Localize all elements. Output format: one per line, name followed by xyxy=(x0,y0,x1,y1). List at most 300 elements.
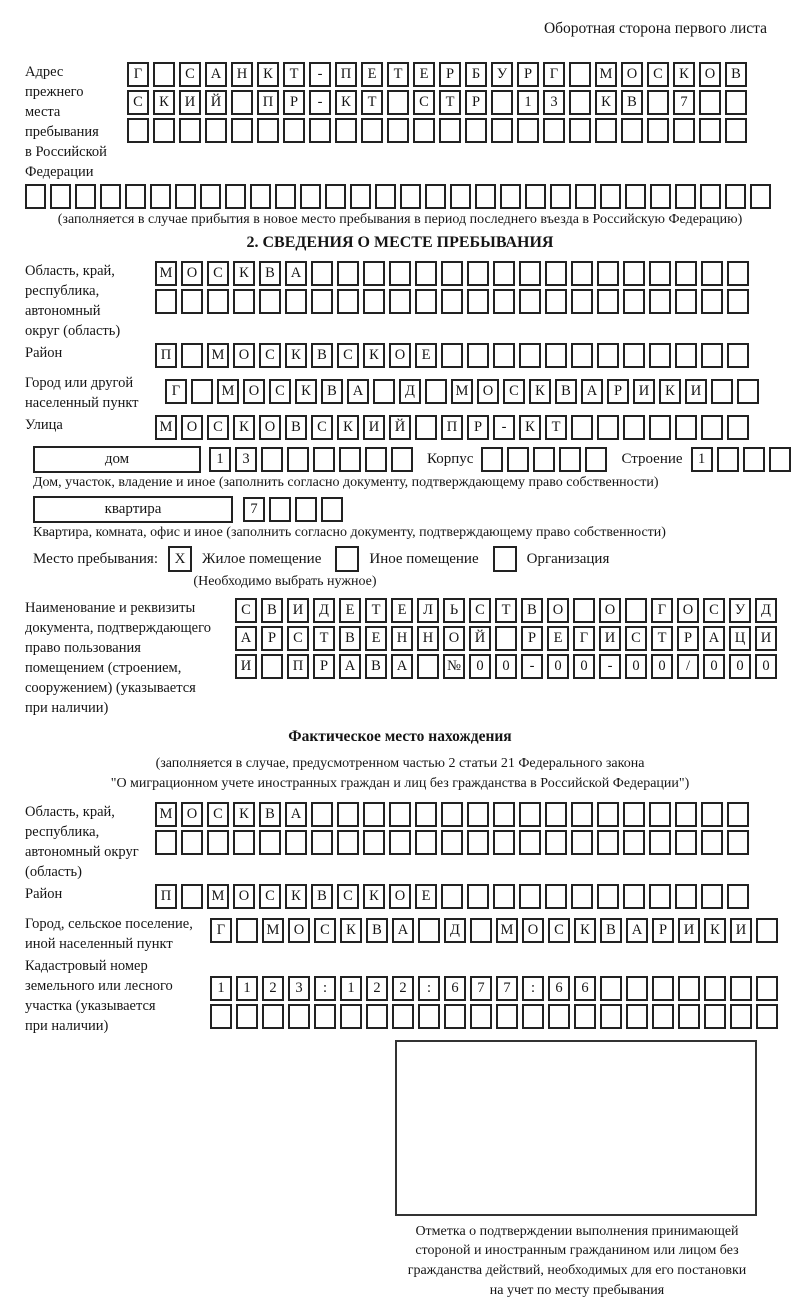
char-box: К xyxy=(285,884,307,909)
char-box: № xyxy=(443,654,465,679)
district-row xyxy=(155,343,749,368)
char-box: К xyxy=(595,90,617,115)
char-box: Й xyxy=(389,415,411,440)
char-box xyxy=(257,118,279,143)
char-box: М xyxy=(207,884,229,909)
char-box xyxy=(363,830,385,855)
char-box: С xyxy=(625,626,647,651)
char-box: Н xyxy=(391,626,413,651)
char-box xyxy=(595,118,617,143)
char-box xyxy=(625,184,646,209)
char-box xyxy=(155,289,177,314)
char-box: 0 xyxy=(469,654,491,679)
char-box xyxy=(649,261,671,286)
char-box xyxy=(522,1004,544,1029)
char-box: Д xyxy=(444,918,466,943)
ownership-doc-field xyxy=(25,598,775,718)
stay-type-note: (Необходимо выбрать нужное) xyxy=(193,574,377,589)
house-number-cells xyxy=(209,447,413,472)
char-box xyxy=(621,118,643,143)
char-box xyxy=(701,802,723,827)
char-box: : xyxy=(418,976,440,1001)
char-box: - xyxy=(309,62,331,87)
char-box xyxy=(701,415,723,440)
cadastral-field xyxy=(25,956,775,1036)
char-box xyxy=(704,976,726,1001)
char-box: Т xyxy=(545,415,567,440)
char-box xyxy=(569,118,591,143)
char-box xyxy=(179,118,201,143)
label-line: республика, xyxy=(25,823,100,840)
char-box xyxy=(236,918,258,943)
actual-city-row xyxy=(210,918,778,943)
char-box xyxy=(519,289,541,314)
char-box: П xyxy=(257,90,279,115)
ownership-doc-rows xyxy=(235,598,777,682)
char-box xyxy=(623,802,645,827)
char-box: Р xyxy=(677,626,699,651)
label-line: Кадастровый номер xyxy=(25,957,148,974)
char-box xyxy=(727,802,749,827)
char-box xyxy=(491,90,513,115)
label-line: иной населенный пункт xyxy=(25,935,173,952)
char-box xyxy=(571,830,593,855)
char-box xyxy=(585,447,607,472)
char-box: - xyxy=(309,90,331,115)
char-box: О xyxy=(233,884,255,909)
char-box: 7 xyxy=(470,976,492,1001)
char-box: Е xyxy=(391,598,413,623)
char-box: В xyxy=(621,90,643,115)
char-box: Ь xyxy=(443,598,465,623)
char-box: О xyxy=(288,918,310,943)
char-box: В xyxy=(261,598,283,623)
char-box xyxy=(650,184,671,209)
char-box: М xyxy=(262,918,284,943)
char-box xyxy=(623,884,645,909)
char-box: О xyxy=(443,626,465,651)
char-box xyxy=(181,343,203,368)
char-box xyxy=(519,261,541,286)
char-box xyxy=(259,289,281,314)
prev-address-rows xyxy=(127,62,775,146)
label-line: Область, край, xyxy=(25,263,115,279)
char-box: К xyxy=(340,918,362,943)
label-line: помещением (строением, xyxy=(25,660,182,676)
char-box: Т xyxy=(387,62,409,87)
char-box xyxy=(652,1004,674,1029)
char-box xyxy=(571,802,593,827)
ownership-doc-row-1 xyxy=(235,598,777,623)
char-box: Д xyxy=(399,379,421,404)
char-box xyxy=(392,1004,414,1029)
street-label: Улица xyxy=(25,417,63,433)
char-box xyxy=(519,802,541,827)
char-box xyxy=(441,343,463,368)
char-box xyxy=(366,1004,388,1029)
label-line: Федерации xyxy=(25,164,94,180)
char-box xyxy=(545,884,567,909)
char-box xyxy=(450,184,471,209)
char-box xyxy=(507,447,529,472)
char-box: П xyxy=(441,415,463,440)
char-box: У xyxy=(729,598,751,623)
char-box xyxy=(425,379,447,404)
char-box xyxy=(175,184,196,209)
actual-region-row-1 xyxy=(155,802,775,827)
char-box xyxy=(725,184,746,209)
sheet-side-note: Оборотная сторона первого листа xyxy=(543,20,767,37)
residential-label: Жилое помещение xyxy=(202,550,322,567)
char-box: С xyxy=(207,802,229,827)
char-box: С xyxy=(311,415,333,440)
char-box xyxy=(465,118,487,143)
char-box: К xyxy=(153,90,175,115)
char-box xyxy=(387,90,409,115)
char-box xyxy=(569,90,591,115)
char-box: В xyxy=(555,379,577,404)
char-box: 6 xyxy=(574,976,596,1001)
char-box xyxy=(339,447,361,472)
char-box xyxy=(493,261,515,286)
char-box: Е xyxy=(361,62,383,87)
char-box: Н xyxy=(417,626,439,651)
char-box xyxy=(597,261,619,286)
label-line: при наличии) xyxy=(25,1017,109,1034)
char-box xyxy=(519,884,541,909)
char-box xyxy=(236,1004,258,1029)
apartment-cells xyxy=(243,497,343,522)
char-box xyxy=(571,884,593,909)
char-box: 3 xyxy=(235,447,257,472)
char-box: С xyxy=(548,918,570,943)
char-box: 1 xyxy=(691,447,713,472)
char-box: К xyxy=(529,379,551,404)
char-box: Р xyxy=(517,62,539,87)
char-box xyxy=(701,830,723,855)
char-box: Н xyxy=(231,62,253,87)
char-box: О xyxy=(621,62,643,87)
char-box xyxy=(548,1004,570,1029)
char-box xyxy=(439,118,461,143)
char-box: Т xyxy=(283,62,305,87)
char-box: Р xyxy=(607,379,629,404)
char-box: А xyxy=(626,918,648,943)
char-box xyxy=(517,118,539,143)
char-box: - xyxy=(521,654,543,679)
building-cells xyxy=(481,447,607,472)
char-box: С xyxy=(314,918,336,943)
char-box: А xyxy=(285,261,307,286)
house-box-label: дом xyxy=(33,446,201,473)
char-box: О xyxy=(477,379,499,404)
char-box xyxy=(225,184,246,209)
char-box xyxy=(727,261,749,286)
char-box: 0 xyxy=(573,654,595,679)
char-box xyxy=(701,884,723,909)
char-box xyxy=(573,598,595,623)
char-box: К xyxy=(233,415,255,440)
label-line: на учет по месту пребывания xyxy=(489,1283,665,1299)
char-box xyxy=(418,918,440,943)
char-box xyxy=(467,261,489,286)
char-box: К xyxy=(295,379,317,404)
apartment-box-label: квартира xyxy=(33,496,233,523)
char-box: С xyxy=(259,884,281,909)
char-box xyxy=(727,884,749,909)
char-box xyxy=(727,830,749,855)
char-box xyxy=(652,976,674,1001)
actual-district-row xyxy=(155,884,749,909)
char-box xyxy=(493,289,515,314)
char-box: О xyxy=(181,802,203,827)
char-box xyxy=(730,976,752,1001)
char-box: Г xyxy=(543,62,565,87)
char-box: 1 xyxy=(210,976,232,1001)
char-box: П xyxy=(287,654,309,679)
actual-region-field xyxy=(25,802,775,882)
char-box: Е xyxy=(415,343,437,368)
region-row-2 xyxy=(155,289,775,314)
char-box xyxy=(545,261,567,286)
char-box xyxy=(647,118,669,143)
char-box xyxy=(363,289,385,314)
char-box: М xyxy=(451,379,473,404)
region-label xyxy=(25,261,155,341)
char-box xyxy=(233,289,255,314)
char-box: О xyxy=(389,884,411,909)
char-box xyxy=(701,343,723,368)
label-line: гражданства действий, необходимых для его постановки xyxy=(407,1263,747,1279)
char-box xyxy=(25,184,46,209)
char-box: Т xyxy=(495,598,517,623)
char-box: В xyxy=(259,802,281,827)
char-box xyxy=(491,118,513,143)
char-box xyxy=(261,447,283,472)
char-box: 0 xyxy=(729,654,751,679)
char-box: К xyxy=(673,62,695,87)
char-box: И xyxy=(287,598,309,623)
char-box: Р xyxy=(313,654,335,679)
char-box: С xyxy=(503,379,525,404)
label-line: Город или другой xyxy=(25,375,134,391)
char-box xyxy=(730,1004,752,1029)
actual-region-rows xyxy=(155,802,775,858)
char-box xyxy=(363,261,385,286)
actual-city-field xyxy=(25,914,775,954)
char-box xyxy=(415,261,437,286)
char-box xyxy=(519,343,541,368)
char-box: 3 xyxy=(543,90,565,115)
char-box xyxy=(495,626,517,651)
char-box xyxy=(467,884,489,909)
char-box: С xyxy=(337,884,359,909)
char-box xyxy=(756,1004,778,1029)
char-box xyxy=(181,289,203,314)
char-box xyxy=(288,1004,310,1029)
char-box xyxy=(704,1004,726,1029)
char-box xyxy=(493,802,515,827)
char-box: Р xyxy=(283,90,305,115)
char-box xyxy=(600,976,622,1001)
char-box: Е xyxy=(413,62,435,87)
label-line: населенный пункт xyxy=(25,395,139,411)
char-box xyxy=(545,289,567,314)
label-line: земельного или лесного xyxy=(25,977,173,994)
char-box: М xyxy=(496,918,518,943)
char-box xyxy=(125,184,146,209)
char-box: М xyxy=(595,62,617,87)
other-premises-checkbox xyxy=(335,546,359,572)
char-box: С xyxy=(413,90,435,115)
label-line: право пользования xyxy=(25,640,141,656)
char-box: 1 xyxy=(340,976,362,1001)
char-box xyxy=(150,184,171,209)
char-box xyxy=(207,830,229,855)
street-row xyxy=(155,415,749,440)
char-box: Р xyxy=(521,626,543,651)
char-box xyxy=(626,976,648,1001)
actual-district-field xyxy=(25,884,775,912)
char-box xyxy=(300,184,321,209)
prev-address-field xyxy=(25,62,775,182)
structure-label: Строение xyxy=(621,451,683,467)
char-box: О xyxy=(181,415,203,440)
char-box: В xyxy=(600,918,622,943)
char-box xyxy=(569,62,591,87)
char-box: М xyxy=(217,379,239,404)
char-box: В xyxy=(365,654,387,679)
char-box: С xyxy=(269,379,291,404)
char-box: Р xyxy=(467,415,489,440)
char-box: Г xyxy=(165,379,187,404)
char-box xyxy=(418,1004,440,1029)
char-box: Р xyxy=(465,90,487,115)
actual-district-label: Район xyxy=(25,885,63,902)
char-box: Й xyxy=(469,626,491,651)
char-box xyxy=(475,184,496,209)
char-box xyxy=(285,289,307,314)
actual-region-row-2 xyxy=(155,830,775,855)
char-box xyxy=(649,802,671,827)
char-box xyxy=(717,447,739,472)
char-box: В xyxy=(311,343,333,368)
char-box xyxy=(389,802,411,827)
stay-type-row xyxy=(33,546,775,572)
char-box xyxy=(389,830,411,855)
char-box xyxy=(441,884,463,909)
city-label xyxy=(25,373,165,413)
char-box: - xyxy=(493,415,515,440)
char-box xyxy=(100,184,121,209)
char-box xyxy=(647,90,669,115)
label-line: места пребывания xyxy=(25,104,99,140)
other-premises-label: Иное помещение xyxy=(369,550,479,567)
char-box xyxy=(571,289,593,314)
char-box xyxy=(533,447,555,472)
char-box xyxy=(153,62,175,87)
char-box xyxy=(675,884,697,909)
registration-stamp-caption xyxy=(377,1222,777,1301)
char-box: - xyxy=(599,654,621,679)
prev-address-label xyxy=(25,62,127,182)
char-box: 1 xyxy=(236,976,258,1001)
char-box xyxy=(467,802,489,827)
char-box: 0 xyxy=(755,654,777,679)
structure-cells xyxy=(691,447,791,472)
char-box xyxy=(545,343,567,368)
char-box: Е xyxy=(415,884,437,909)
char-box: Е xyxy=(365,626,387,651)
organization-checkbox xyxy=(493,546,517,572)
char-box: Г xyxy=(210,918,232,943)
char-box xyxy=(649,289,671,314)
char-box xyxy=(325,184,346,209)
char-box: С xyxy=(179,62,201,87)
char-box xyxy=(493,884,515,909)
label-line: в Российской xyxy=(25,144,107,160)
char-box: А xyxy=(347,379,369,404)
char-box xyxy=(701,289,723,314)
char-box xyxy=(250,184,271,209)
char-box: М xyxy=(155,261,177,286)
registration-stamp-area xyxy=(395,1040,757,1216)
stay-type-label: Место пребывания: xyxy=(33,550,158,567)
char-box xyxy=(417,654,439,679)
label-line: автономный xyxy=(25,303,101,319)
char-box: К xyxy=(519,415,541,440)
char-box xyxy=(50,184,71,209)
char-box xyxy=(444,1004,466,1029)
char-box: : xyxy=(314,976,336,1001)
char-box xyxy=(649,343,671,368)
char-box xyxy=(675,415,697,440)
char-box: Г xyxy=(651,598,673,623)
region-field xyxy=(25,261,775,341)
street-field xyxy=(25,415,775,443)
cadastral-row-1 xyxy=(210,976,778,1001)
char-box xyxy=(313,447,335,472)
char-box: 0 xyxy=(625,654,647,679)
char-box xyxy=(387,118,409,143)
prev-address-row-4 xyxy=(25,184,775,209)
char-box: А xyxy=(581,379,603,404)
char-box: И xyxy=(363,415,385,440)
char-box: И xyxy=(599,626,621,651)
char-box xyxy=(191,379,213,404)
char-box: В xyxy=(285,415,307,440)
char-box: Т xyxy=(651,626,673,651)
char-box xyxy=(519,830,541,855)
char-box: Т xyxy=(313,626,335,651)
label-line: Адрес прежнего xyxy=(25,64,84,100)
char-box xyxy=(127,118,149,143)
char-box xyxy=(481,447,503,472)
char-box xyxy=(415,415,437,440)
char-box: С xyxy=(207,261,229,286)
region-rows xyxy=(155,261,775,317)
char-box xyxy=(181,884,203,909)
char-box xyxy=(295,497,317,522)
char-box: О xyxy=(243,379,265,404)
char-box xyxy=(153,118,175,143)
char-box xyxy=(623,415,645,440)
char-box xyxy=(500,184,521,209)
char-box: К xyxy=(704,918,726,943)
char-box xyxy=(545,802,567,827)
char-box xyxy=(699,90,721,115)
char-box: П xyxy=(155,343,177,368)
